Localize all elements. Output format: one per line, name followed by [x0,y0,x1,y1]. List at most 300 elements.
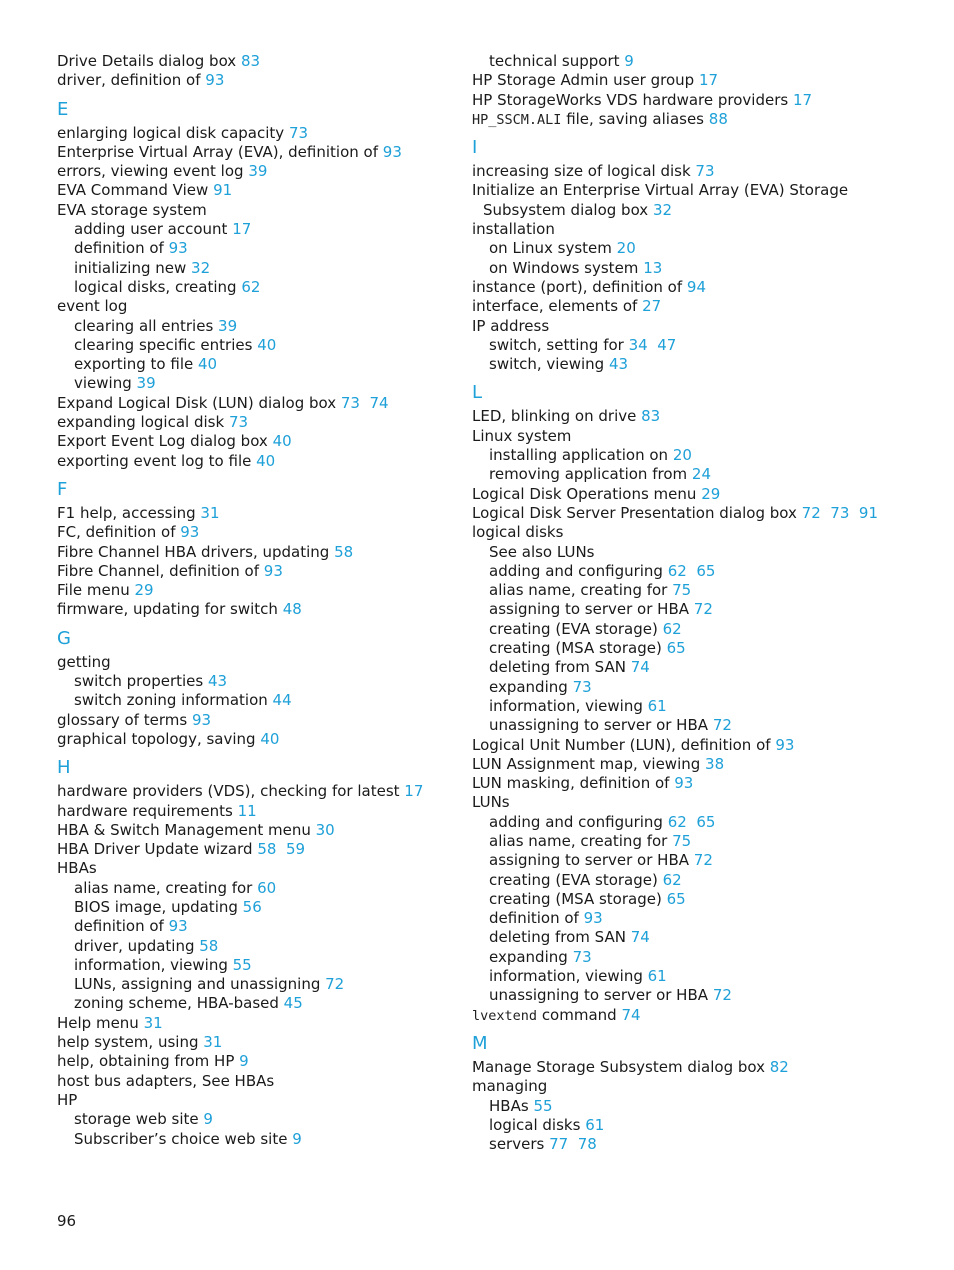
index-subentry [472,1116,942,1135]
index-subentry [472,813,942,832]
entry-text: switch, setting for [489,335,624,354]
index-subentry [472,355,942,374]
entry-text: HP StorageWorks VDS hardware providers [472,90,789,109]
index-subentry [472,986,942,1005]
index-entry [57,297,447,316]
index-subentry [57,278,447,297]
index-entry [472,485,942,504]
entry-text: Subsystem dialog box [483,200,649,219]
entry-text: hardware requirements [57,801,233,820]
page-link[interactable]: 73 [695,162,715,181]
page-link[interactable]: 29 [701,484,721,503]
entry-text: HBAs [489,1096,529,1115]
index-entry [472,1058,942,1077]
entry-text: IP address [472,316,550,335]
entry-text: enlarging logical disk capacity [57,123,285,142]
entry-text: file, saving aliases [566,109,704,128]
page-link[interactable]: 61 [647,696,667,715]
entry-text: managing [472,1077,548,1096]
index-subentry [57,336,447,355]
index-entry [472,736,942,755]
page-link[interactable]: 94 [686,277,707,296]
page-link[interactable]: 44 [272,691,292,710]
page-link[interactable]: 31 [143,1013,163,1032]
page-link[interactable]: 48 [282,600,302,619]
entry-text: driver, updating [74,936,195,955]
page-link[interactable]: 38 [705,754,725,773]
entry-text: LUN Assignment map, viewing [472,754,701,773]
index-entry [57,1033,447,1052]
index-subentry [472,562,942,581]
index-subentry [57,355,447,374]
entry-text: unassigning to server or HBA [489,716,709,735]
index-entry [57,653,447,672]
index-entry [472,504,942,523]
index-subentry [472,658,942,677]
index-subentry [57,672,447,691]
entry-text: LUNs [472,793,510,812]
entry-text: File menu [57,581,130,600]
entry-text: information, viewing [74,955,228,974]
index-subentry [472,832,942,851]
index-entry [57,730,447,749]
index-subentry [57,994,447,1013]
entry-text: assigning to server or HBA [489,600,690,619]
index-entry [57,782,447,801]
entry-text: on Windows system [489,258,639,277]
index-subentry [472,948,942,967]
entry-text: LUNs, assigning and unassigning [74,975,321,994]
index-subentry [472,716,942,735]
entry-text: exporting to file [74,355,194,374]
page-link[interactable]: 34 47 [628,335,677,354]
entry-text: alias name, creating for [489,831,668,850]
index-entry [57,859,447,878]
index-subentry [57,898,447,917]
entry-text: unassigning to server or HBA [489,986,709,1005]
entry-text: Drive Details dialog box [57,52,237,70]
page-link[interactable]: 56 [242,897,262,916]
page-link[interactable]: 45 [283,994,303,1013]
index-entry [57,1014,447,1033]
page-link[interactable]: 62 65 [667,561,716,580]
entry-text: expanding logical disk [57,413,225,432]
page-link[interactable]: 43 [207,672,228,691]
entry-text: Export Event Log dialog box [57,432,268,451]
page-link[interactable]: 93 [168,239,188,258]
index-entry [472,278,942,297]
index-entry [57,840,447,859]
page-link[interactable]: 32 [191,258,211,277]
page-link[interactable]: 65 [666,889,686,908]
entry-text: Linux system [472,426,572,445]
page-link[interactable]: 39 [136,374,156,393]
index-entry [57,71,447,90]
index-entry [472,407,942,426]
page-link[interactable]: 13 [643,258,663,277]
entry-text: creating (EVA storage) [489,870,658,889]
index-subentry [57,1130,447,1149]
index-entry [472,201,942,220]
entry-text: viewing [74,374,132,393]
entry-text: logical disks [472,523,564,542]
entry-text: HP Storage Admin user group [472,71,695,90]
index-subentry [57,937,447,956]
entry-text: HBA Driver Update wizard [57,840,253,859]
index-entry [472,162,942,181]
entry-text: EVA Command View [57,181,209,200]
page-link[interactable]: 93 [263,561,283,580]
index-subentry [472,600,942,619]
index-section-letter: H [57,757,71,779]
entry-text: firmware, updating for switch [57,600,278,619]
entry-text: errors, viewing event log [57,162,244,181]
entry-text: LED, blinking on drive [472,407,637,426]
page-link[interactable]: 40 [198,355,218,374]
page-link[interactable]: 58 [199,936,219,955]
page-link[interactable]: 20 [672,446,692,465]
page-link[interactable]: 11 [237,801,257,820]
index-subentry [57,691,447,710]
entry-text: glossary of terms [57,710,188,729]
page-link[interactable]: 73 [572,947,592,966]
index-subentry [472,851,942,870]
page-link[interactable]: 75 [672,831,692,850]
entry-text: instance (port), definition of [472,277,683,296]
entry-text: adding and configuring [489,812,663,831]
page-link[interactable]: 93 [205,71,225,90]
page-link[interactable]: 17 [792,90,813,109]
entry-text: switch, viewing [489,355,605,374]
page-link[interactable]: 62 [662,870,682,889]
index-entry [57,394,447,413]
entry-text: exporting event log to file [57,451,252,470]
index-entry [472,774,942,793]
entry-text: logical disks, creating [74,277,237,296]
page-link[interactable]: 29 [134,581,154,600]
index-entry [57,413,447,432]
index-column-left [57,52,447,1149]
index-entry [472,181,942,200]
page-link[interactable]: 93 [180,523,200,542]
page-link[interactable]: 77 78 [549,1135,597,1154]
page-link[interactable]: 62 [241,277,261,296]
index-entry [57,581,447,600]
index-entry [472,1006,942,1025]
entry-text: Initialize an Enterprise Virtual Array (EVA) Storage [472,181,849,200]
entry-text: Fibre Channel, definition of [57,561,260,580]
page-link[interactable]: 73 [572,677,592,696]
entry-text: definition of [489,909,579,928]
entry-text: deleting from SAN [489,658,626,677]
index-entry [472,1077,942,1096]
entry-text: help, obtaining from HP [57,1052,235,1071]
page-link[interactable]: 20 [616,239,636,258]
page-link[interactable]: 58 59 [257,840,306,859]
entry-text: Manage Storage Subsystem dialog box [472,1057,765,1076]
page-link[interactable]: 60 [257,878,277,897]
page-link[interactable]: 93 [583,909,603,928]
index-entry [57,1072,447,1091]
entry-text: logical disks [489,1115,581,1134]
index-subentry [472,543,942,562]
index-entry [472,793,942,812]
index-entry [472,427,942,446]
entry-text: command [541,1005,617,1024]
entry-text: EVA storage system [57,200,207,219]
index-subentry [57,1110,447,1129]
entry-text: adding and configuring [489,561,663,580]
page-link[interactable]: 74 [621,1005,641,1024]
page-link[interactable]: 32 [652,200,673,219]
page-link[interactable]: 9 [203,1110,213,1129]
page-link[interactable]: 58 [334,542,354,561]
page-link[interactable]: 65 [666,639,686,658]
index-subentry [57,259,447,278]
entry-text: Logical Disk Operations menu [472,484,697,503]
index-entry [57,504,447,523]
entry-text: creating (MSA storage) [489,889,662,908]
page-link[interactable]: 72 [693,600,713,619]
page-link[interactable]: 43 [608,355,629,374]
entry-text: assigning to server or HBA [489,851,690,870]
index-entry [472,220,942,239]
entry-text: graphical topology, saving [57,729,256,748]
entry-text: information, viewing [489,696,643,715]
index-section-letter: M [472,1032,488,1054]
entry-text: deleting from SAN [489,928,626,947]
page-link[interactable]: 93 [191,710,212,729]
index-entry [57,543,447,562]
index-subentry [57,374,447,393]
entry-text: event log [57,297,128,316]
page-link[interactable]: 91 [213,181,233,200]
page-link[interactable]: 74 [630,658,650,677]
page-link[interactable]: 30 [315,820,335,839]
entry-text: hardware providers (VDS), checking for latest [57,782,400,801]
index-subentry [472,697,942,716]
page-link[interactable]: 40 [272,432,292,451]
page-link[interactable]: 72 [712,986,732,1005]
page-link[interactable]: 75 [672,581,692,600]
index-subentry [57,220,447,239]
entry-text: clearing all entries [74,316,214,335]
index-subentry [472,446,942,465]
index-subentry [472,909,942,928]
page-link[interactable]: 31 [200,503,220,522]
page-number: 96 [57,1212,77,1230]
entry-text: help system, using [57,1033,199,1052]
entry-text: expanding [489,677,568,696]
index-entry [57,452,447,471]
page-link[interactable]: 39 [218,316,238,335]
page-link[interactable]: 62 65 [667,812,716,831]
index-entry [57,600,447,619]
page-link[interactable]: 17 [232,220,252,239]
entry-text: information, viewing [489,967,643,986]
index-section-letter: E [57,98,69,120]
index-subentry [472,52,942,71]
index-subentry [57,956,447,975]
index-entry [57,162,447,181]
index-subentry [472,1097,942,1116]
index-entry [57,802,447,821]
index-entry [472,755,942,774]
index-section-letter: G [57,627,71,649]
index-subentry [57,879,447,898]
page-link[interactable]: 93 [168,917,188,936]
index-entry [57,124,447,143]
page-link[interactable]: 88 [708,109,728,128]
index-entry [57,201,447,220]
index-entry [57,1091,447,1110]
index-section-letter: F [57,478,68,500]
entry-text: initializing new [74,258,187,277]
index-subentry [472,639,942,658]
index-subentry [57,975,447,994]
page-link[interactable]: 93 [674,774,694,793]
entry-text: Logical Disk Server Presentation dialog box [472,503,797,522]
code-term: HP_SSCM.ALI [472,111,562,128]
page-link[interactable]: 31 [203,1033,223,1052]
page-link[interactable]: 72 [693,851,713,870]
page-link[interactable]: 55 [533,1096,553,1115]
page-link[interactable]: 83 [240,52,261,70]
entry-text: installing application on [489,446,669,465]
entry-text: technical support [489,52,620,70]
index-entry [57,432,447,451]
index-subentry [57,317,447,336]
page-link[interactable]: 73 [288,123,309,142]
index-entry [472,297,942,316]
page-link[interactable]: 61 [585,1115,605,1134]
page-link[interactable]: 17 [698,71,719,90]
page-link[interactable]: 40 [257,335,277,354]
page-link[interactable]: 9 [239,1052,249,1071]
entry-text: switch zoning information [74,691,268,710]
index-entry [57,523,447,542]
entry-text: host bus adapters, See HBAs [57,1071,275,1090]
entry-text: adding user account [74,220,228,239]
index-entry [472,523,942,542]
index-subentry [472,871,942,890]
page-link[interactable]: 93 [382,142,402,161]
entry-text: driver, definition of [57,71,201,90]
page-link[interactable]: 17 [404,782,424,801]
entry-text: Fibre Channel HBA drivers, updating [57,542,330,561]
page-link[interactable]: 83 [641,407,661,426]
page-link[interactable]: 73 [228,413,249,432]
page-link[interactable]: 40 [256,451,276,470]
index-entry [57,52,447,71]
entry-text: on Linux system [489,239,612,258]
entry-text: storage web site [74,1110,199,1129]
index-entry [57,143,447,162]
entry-text: switch properties [74,672,204,691]
entry-text: interface, elements of [472,297,638,316]
index-subentry [472,890,942,909]
page-link[interactable]: 72 73 91 [801,503,879,522]
page-link[interactable]: 93 [775,735,795,754]
entry-text: getting [57,652,111,671]
code-term: lvextend [472,1007,538,1024]
page-link[interactable]: 73 74 [340,393,389,412]
page-link[interactable]: 24 [691,465,711,484]
entry-text: removing application from [489,465,688,484]
index-subentry [472,465,942,484]
entry-text: expanding [489,947,568,966]
entry-text: LUN masking, definition of [472,774,670,793]
entry-text: increasing size of logical disk [472,162,691,181]
index-entry [57,1052,447,1071]
entry-text: alias name, creating for [489,581,668,600]
index-subentry [472,1135,942,1154]
index-subentry [472,620,942,639]
entry-text: Expand Logical Disk (LUN) dialog box [57,393,337,412]
index-subentry [57,239,447,258]
entry-text: See also LUNs [489,542,595,561]
index-subentry [472,336,942,355]
index-entry [57,562,447,581]
page-link[interactable]: 40 [260,729,280,748]
page-link[interactable]: 74 [630,928,650,947]
entry-text: BIOS image, updating [74,897,238,916]
index-subentry [472,259,942,278]
page-link[interactable]: 9 [624,52,634,70]
index-entry [472,110,942,129]
entry-text: F1 help, accessing [57,503,196,522]
page-link[interactable]: 72 [325,975,345,994]
entry-text: HBA & Switch Management menu [57,820,311,839]
index-subentry [472,581,942,600]
index-subentry [472,967,942,986]
index-entry [472,71,942,90]
entry-text: definition of [74,917,164,936]
entry-text: creating (MSA storage) [489,639,662,658]
page-link[interactable]: 55 [232,955,252,974]
page-link[interactable]: 39 [248,162,268,181]
entry-text: Logical Unit Number (LUN), definition of [472,735,771,754]
entry-text: FC, definition of [57,523,176,542]
index-entry [57,711,447,730]
entry-text: Subscriber’s choice web site [74,1129,288,1148]
page-link[interactable]: 61 [647,967,667,986]
index-entry [472,91,942,110]
entry-text: definition of [74,239,164,258]
entry-text: creating (EVA storage) [489,619,658,638]
entry-text: zoning scheme, HBA-based [74,994,279,1013]
index-subentry [472,239,942,258]
index-subentry [472,928,942,947]
index-entry [472,317,942,336]
index-subentry [472,678,942,697]
page-link[interactable]: 62 [662,619,682,638]
page-link[interactable]: 72 [712,716,732,735]
index-section-letter: I [472,137,478,159]
index-column-right [472,52,942,1154]
entry-text: installation [472,220,555,239]
page-link[interactable]: 9 [292,1129,302,1148]
entry-text: Help menu [57,1013,139,1032]
index-entry [57,181,447,200]
entry-text: HP [57,1090,78,1109]
index-section-letter: L [472,382,483,404]
entry-text: clearing specific entries [74,335,253,354]
page-link[interactable]: 27 [642,297,662,316]
entry-text: HBAs [57,859,97,878]
page-link[interactable]: 82 [769,1057,789,1076]
entry-text: alias name, creating for [74,878,253,897]
